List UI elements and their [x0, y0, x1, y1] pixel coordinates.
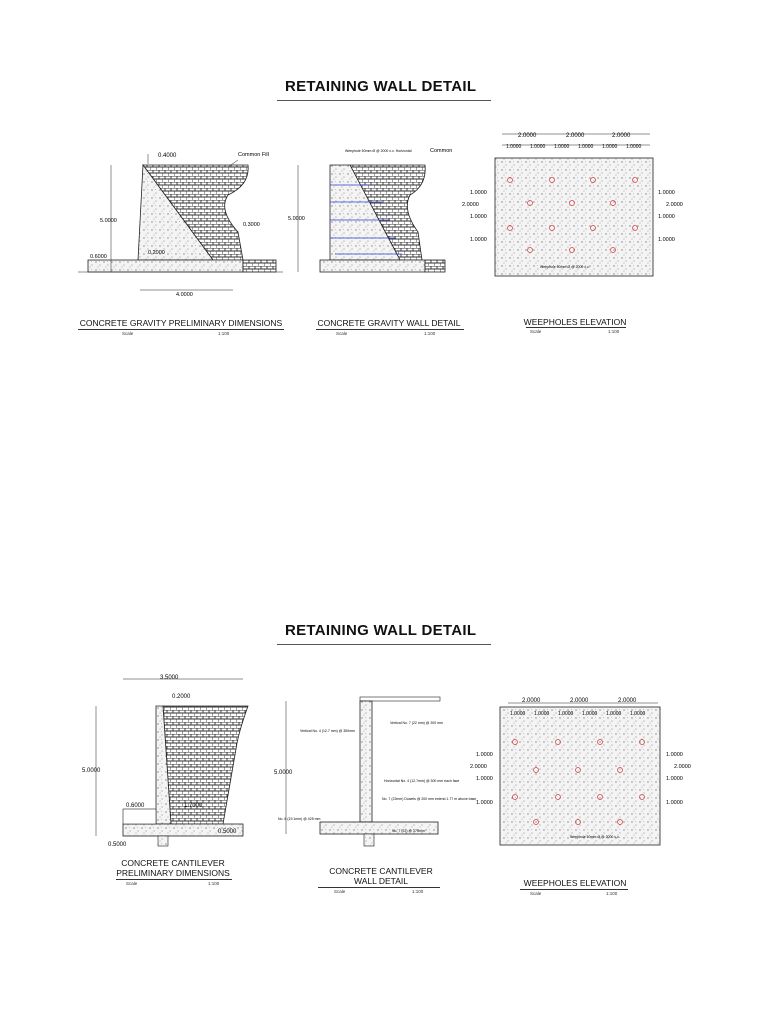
scale-value: 1:100: [606, 891, 618, 896]
dim-toe: 0.6000: [90, 254, 107, 260]
dim-top: 0.2000: [172, 694, 191, 700]
left-dim-4: 1.0000: [476, 800, 493, 806]
dim-base: 0.5000: [218, 829, 237, 835]
top-dim-3: 2.0000: [618, 698, 637, 704]
caption-rule: [520, 889, 628, 890]
title-underline: [277, 100, 491, 101]
caption-rule: [318, 887, 440, 888]
sub-dim-4: 1.0000: [578, 144, 594, 150]
scale-word: Scale: [530, 891, 542, 896]
dim-heel: 1.7000: [184, 803, 203, 809]
scale-value: 1:100: [608, 329, 620, 334]
caption-rule: [526, 327, 626, 328]
gravity-detail-caption: CONCRETE GRAVITY WALL DETAIL: [317, 318, 461, 328]
left-dim-1: 1.0000: [476, 752, 493, 758]
dim-height: 5.0000: [100, 218, 117, 224]
weeph-bottom-drawing: [470, 692, 700, 852]
left-dim-1: 1.0000: [470, 190, 487, 196]
right-dim-4: 1.0000: [666, 800, 683, 806]
note-5: No. 6 (19.1mm) @ 425 mm: [278, 817, 321, 821]
top-dim-2: 2.0000: [570, 698, 589, 704]
left-dim-2: 2.0000: [470, 764, 487, 770]
weeph-bottom-caption: WEEPHOLES ELEVATION: [523, 878, 627, 888]
sub-dim-2: 1.0000: [534, 711, 550, 717]
scale-word: Scale: [334, 889, 346, 894]
bottom-sheet: [0, 512, 768, 1024]
title-underline: [277, 644, 491, 645]
fill-label: Common Fill: [238, 152, 269, 158]
dim-height: 5.0000: [82, 768, 101, 774]
sub-dim-4: 1.0000: [582, 711, 598, 717]
sub-dim-5: 1.0000: [602, 144, 618, 150]
weeph-top-drawing: [460, 128, 690, 278]
caption-rule: [78, 329, 284, 330]
gravity-prelim-drawing: [78, 140, 288, 315]
scale-value: 1:100: [424, 331, 436, 336]
note-3: Horizontal No. 4 (12.7mm) @ 300 mm each face: [384, 779, 460, 783]
cantilever-prelim-caption-1: CONCRETE CANTILEVER: [121, 858, 225, 868]
sub-dim-2: 1.0000: [530, 144, 546, 150]
caption-rule: [316, 329, 464, 330]
caption-rule: [116, 879, 232, 880]
sub-dim-6: 1.0000: [630, 711, 646, 717]
scale-word: Scale: [530, 329, 542, 334]
top-dim-1: 2.0000: [518, 133, 537, 139]
right-dim-2: 2.0000: [666, 202, 683, 208]
dim-toe: 0.6000: [126, 803, 145, 809]
gravity-detail-drawing: [288, 140, 453, 290]
detail-note: Weephole 50mm Ø @ 2000 c.c. Horizontal: [345, 149, 412, 153]
left-dim-3: 1.0000: [476, 776, 493, 782]
note-4: No. 7 (22mm) Dowels @ 200 mm extend 1.77 m above base: [382, 797, 477, 801]
sub-dim-3: 1.0000: [554, 144, 570, 150]
note-1: Vertical No. 4 (12.7 mm) @ 350mm: [300, 729, 355, 733]
sub-dim-5: 1.0000: [606, 711, 622, 717]
dim-toe2: 0.2000: [148, 250, 165, 256]
top-dim-2: 2.0000: [566, 133, 585, 139]
scale-value: 1:100: [412, 889, 424, 894]
detail-fill-label: Common: [430, 148, 453, 154]
page-title: RETAINING WALL DETAIL: [285, 78, 477, 95]
right-dim-1: 1.0000: [666, 752, 683, 758]
dim-heel: 0.3000: [243, 222, 260, 228]
sub-dim-1: 1.0000: [510, 711, 526, 717]
cantilever-detail-caption-1: CONCRETE CANTILEVER: [329, 866, 433, 876]
top-dim-1: 2.0000: [522, 698, 541, 704]
dim-top: 0.4000: [158, 153, 177, 159]
sub-dim-3: 1.0000: [558, 711, 574, 717]
left-dim-2: 2.0000: [462, 202, 479, 208]
scale-value: 1:100: [208, 881, 220, 886]
top-dim-3: 2.0000: [612, 133, 631, 139]
detail-dim-height: 5.0000: [288, 216, 305, 222]
weeph-top-caption: WEEPHOLES ELEVATION: [523, 317, 627, 327]
right-dim-4: 1.0000: [658, 237, 675, 243]
cantilever-prelim-caption-2: PRELIMINARY DIMENSIONS: [116, 868, 230, 878]
scale-word: Scale: [336, 331, 348, 336]
right-dim-3: 1.0000: [658, 214, 675, 220]
left-dim-4: 1.0000: [470, 237, 487, 243]
scale-word: Scale: [126, 881, 138, 886]
sub-dim-6: 1.0000: [626, 144, 642, 150]
cantilever-detail-caption-2: WALL DETAIL: [353, 876, 408, 886]
dim-base2: 0.5000: [108, 842, 127, 848]
left-dim-3: 1.0000: [470, 214, 487, 220]
page-title: RETAINING WALL DETAIL: [285, 622, 477, 639]
detail-dim-height: 5.0000: [274, 770, 293, 776]
dim-base: 4.0000: [176, 292, 193, 298]
cantilever-detail-drawing: [272, 692, 477, 852]
weeph-note: Weephole 50mm Ø @ 2000 c.c.: [540, 265, 590, 269]
note-6: No. 7 (22) @ 375mm: [392, 829, 425, 833]
right-dim-2: 2.0000: [674, 764, 691, 770]
scale-value: 1:100: [218, 331, 230, 336]
right-dim-1: 1.0000: [658, 190, 675, 196]
gravity-prelim-caption: CONCRETE GRAVITY PRELIMINARY DIMENSIONS: [79, 318, 283, 328]
note-2: Vertical No. 7 (22 mm) @ 200 mm: [390, 721, 443, 725]
weeph-note: Weephole 50mm Ø @ 2000 c.c.: [570, 835, 620, 839]
sub-dim-1: 1.0000: [506, 144, 522, 150]
dim-width: 3.5000: [160, 675, 179, 681]
right-dim-3: 1.0000: [666, 776, 683, 782]
cantilever-prelim-drawing: [68, 674, 268, 854]
scale-word: Scale: [122, 331, 134, 336]
